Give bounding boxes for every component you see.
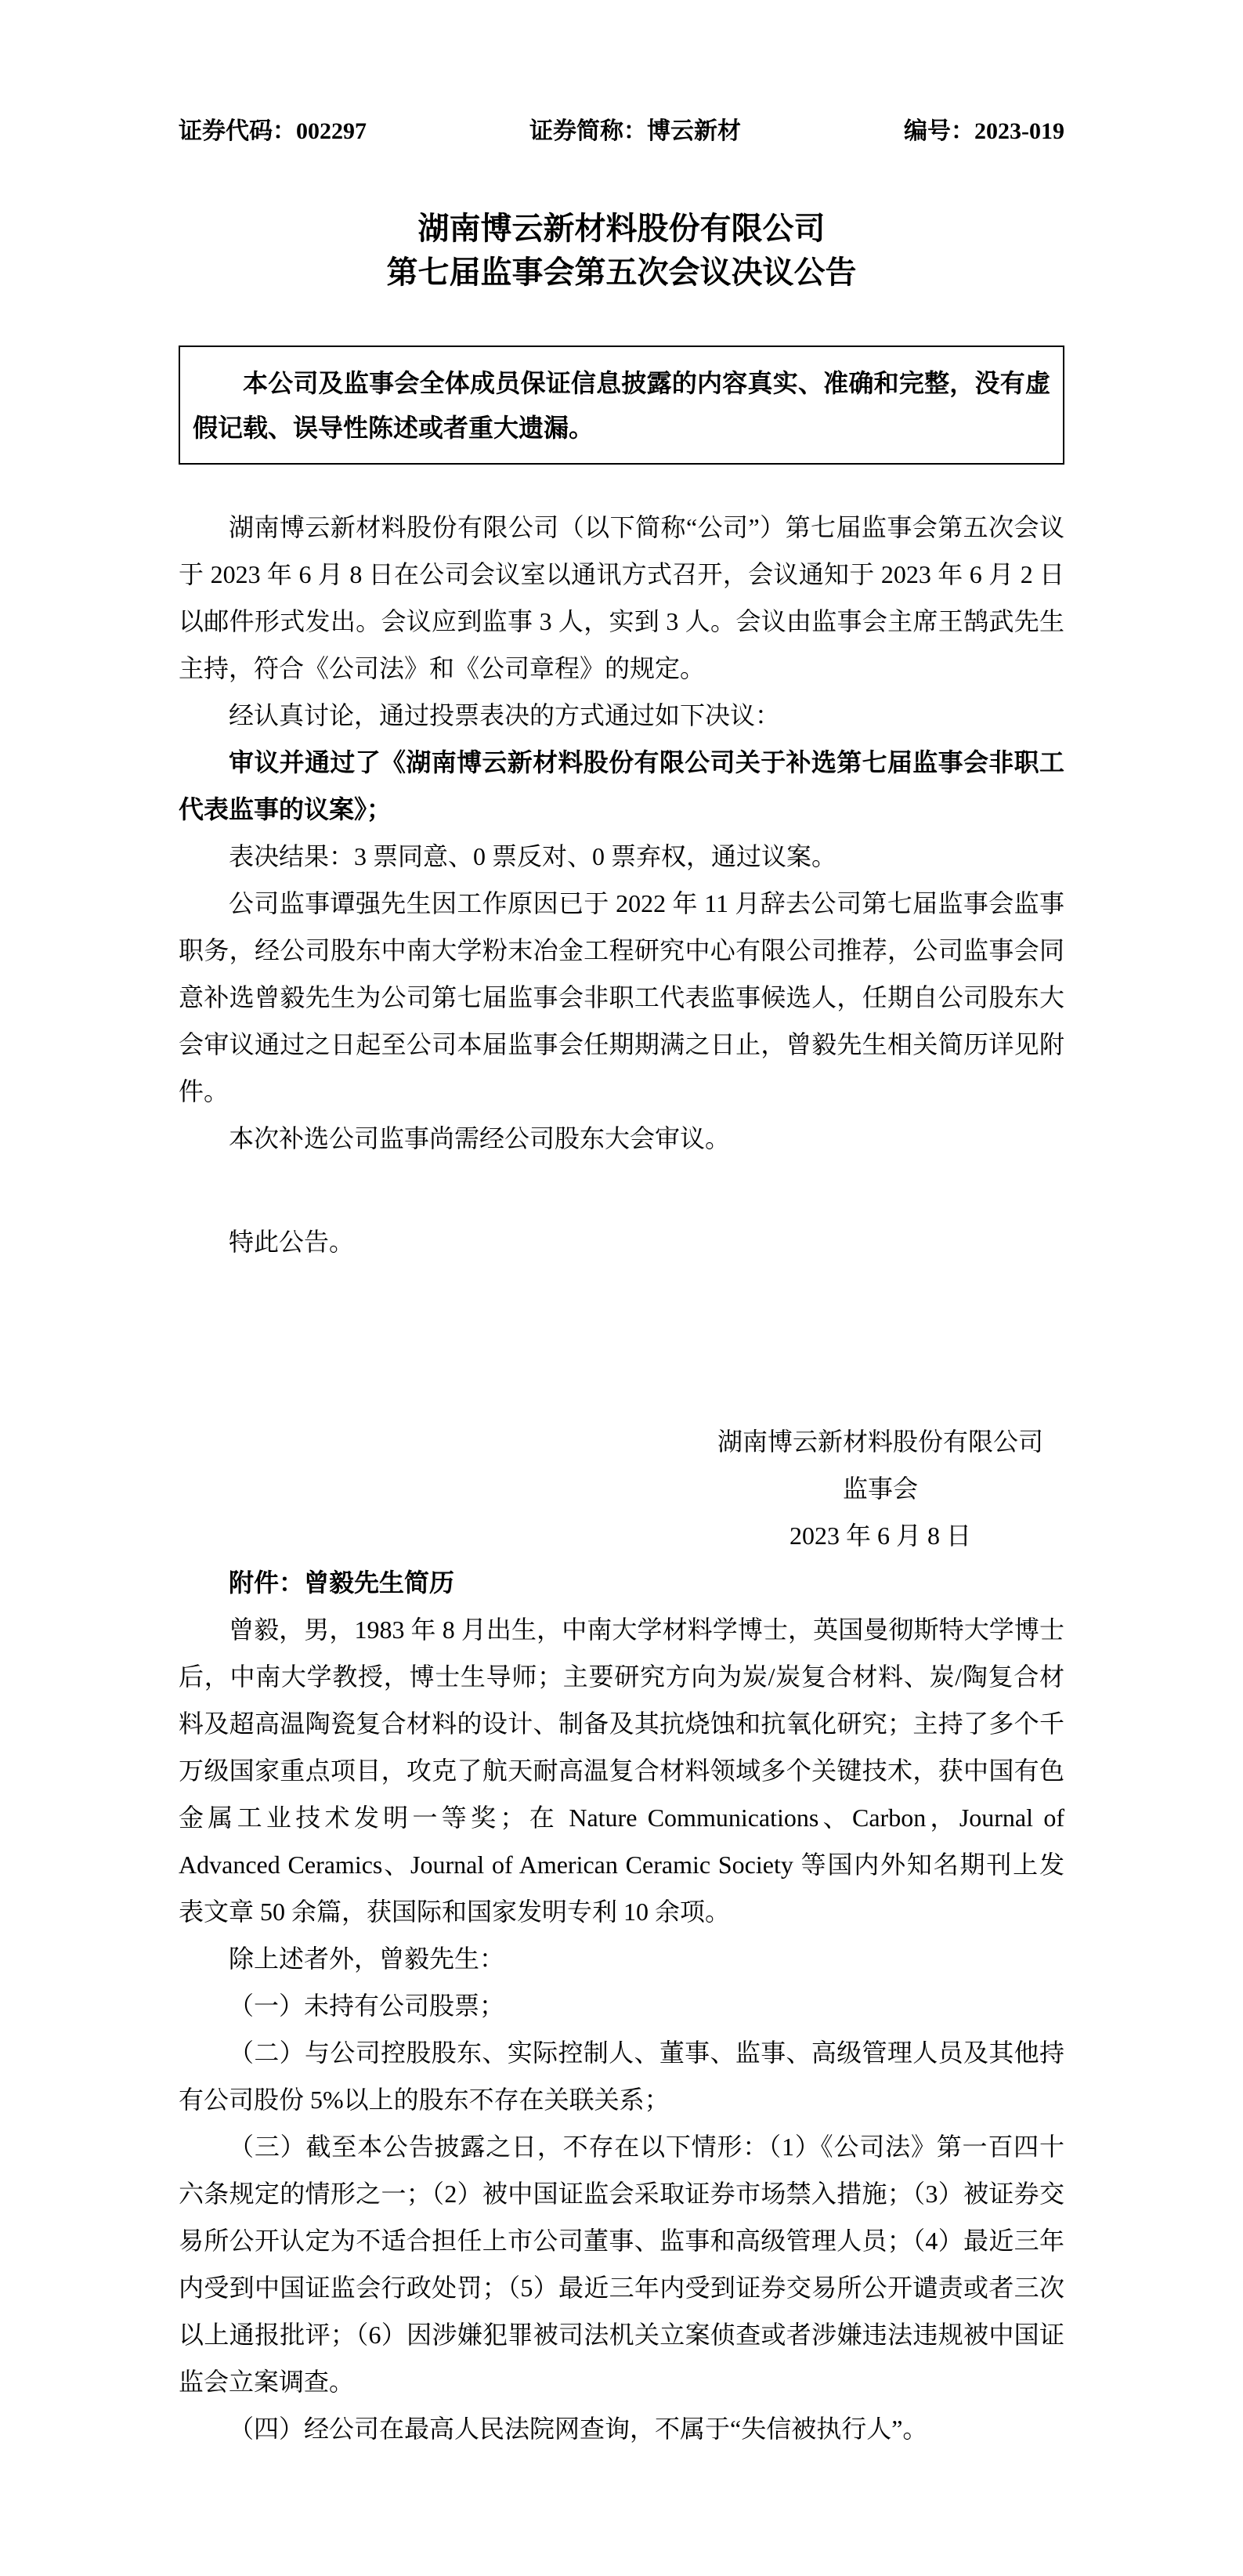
signature-company: 湖南博云新材料股份有限公司 bbox=[717, 1427, 1043, 1456]
signature-block bbox=[696, 1418, 1064, 1559]
announcement-number: 编号：2023-019 bbox=[904, 118, 1064, 144]
disclaimer-box bbox=[179, 346, 1064, 465]
paragraph-discussion: 经认真讨论，通过投票表决的方式通过如下决议： bbox=[229, 701, 781, 729]
company-title: 湖南博云新材料股份有限公司 bbox=[417, 211, 826, 246]
disclaimer-text: 本公司及监事会全体成员保证信息披露的内容真实、准确和完整，没有虚假记载、误导性陈述或者重大遗漏。 bbox=[193, 369, 1050, 442]
signature-date: 2023 年 6 月 8 日 bbox=[789, 1521, 971, 1550]
paragraph-meeting-info: 湖南博云新材料股份有限公司（以下简称“公司”）第七届监事会第五次会议于 2023 年 6 月 8 日在公司会议室以通讯方式召开，会议通知于 2023 年 6 月 2 日以邮件形式发出。会议应到监事 3 人，实到 3 人。会议由监事会主席王鹄武先生主持，符合《公司法》和《公司章程》的规定。 bbox=[179, 513, 1064, 682]
stock-code: 证券代码：002297 bbox=[179, 118, 367, 144]
meeting-subtitle: 第七届监事会第五次会议决议公告 bbox=[386, 255, 857, 290]
attachment-section bbox=[179, 1559, 1064, 2452]
paragraph-resolution: 审议并通过了《湖南博云新材料股份有限公司关于补选第七届监事会非职工代表监事的议案》； bbox=[179, 748, 1064, 823]
body-text bbox=[179, 504, 1064, 1265]
attachment-other-intro: 除上述者外，曾毅先生： bbox=[229, 1945, 505, 1973]
paragraph-vote-result: 表决结果：3 票同意、0 票反对、0 票弃权，通过议案。 bbox=[229, 842, 837, 870]
attachment-item-4: （四）经公司在最高人民法院网查询，不属于“失信被执行人”。 bbox=[229, 2415, 928, 2443]
signature-department: 监事会 bbox=[842, 1474, 918, 1503]
attachment-item-2: （二）与公司控股股东、实际控制人、董事、监事、高级管理人员及其他持有公司股份 5%以上的股东不存在关联关系； bbox=[179, 2039, 1064, 2114]
stock-abbreviation: 证券简称：博云新材 bbox=[529, 118, 741, 144]
document-header bbox=[179, 116, 1064, 147]
paragraph-shareholder-review: 本次补选公司监事尚需经公司股东大会审议。 bbox=[229, 1124, 731, 1152]
attachment-bio: 曾毅，男，1983 年 8 月出生，中南大学材料学博士，英国曼彻斯特大学博士后，中南大学教授，博士生导师；主要研究方向为炭/炭复合材料、炭/陶复合材料及超高温陶瓷复合材料的设计、制备及其抗烧蚀和抗氧化研究；主持了多个千万级国家重点项目，攻克了航天耐高温复合材料领域多个关键技术，获中国有色金属工业技术发明一等奖；在 Nature Communications、Carbon，Journal of Advanced Ceramics、Journal of American Ceramic Society 等国内外知名期刊上发表文章 50 余篇，获国际和国家发明专利 10 余项。 bbox=[179, 1615, 1064, 1926]
paragraph-candidate-details: 公司监事谭强先生因工作原因已于 2022 年 11 月辞去公司第七届监事会监事职务，经公司股东中南大学粉末冶金工程研究中心有限公司推荐，公司监事会同意补选曾毅先生为公司第七届监事会非职工代表监事候选人，任期自公司股东大会审议通过之日起至公司本届监事会任期期满之日止，曾毅先生相关简历详见附件。 bbox=[179, 889, 1064, 1105]
attachment-heading: 附件：曾毅先生简历 bbox=[229, 1568, 455, 1597]
paragraph-closing: 特此公告。 bbox=[229, 1228, 355, 1256]
attachment-item-1: （一）未持有公司股票； bbox=[229, 1992, 505, 2020]
attachment-item-3: （三）截至本公告披露之日，不存在以下情形：（1）《公司法》第一百四十六条规定的情形之一；（2）被中国证监会采取证券市场禁入措施；（3）被证券交易所公开认定为不适合担任上市公司董事、监事和高级管理人员；（4）最近三年内受到中国证监会行政处罚；（5）最近三年内受到证券交易所公开谴责或者三次以上通报批评；（6）因涉嫌犯罪被司法机关立案侦查或者涉嫌违法违规被中国证监会立案调查。 bbox=[179, 2133, 1064, 2396]
title-block bbox=[179, 207, 1064, 295]
